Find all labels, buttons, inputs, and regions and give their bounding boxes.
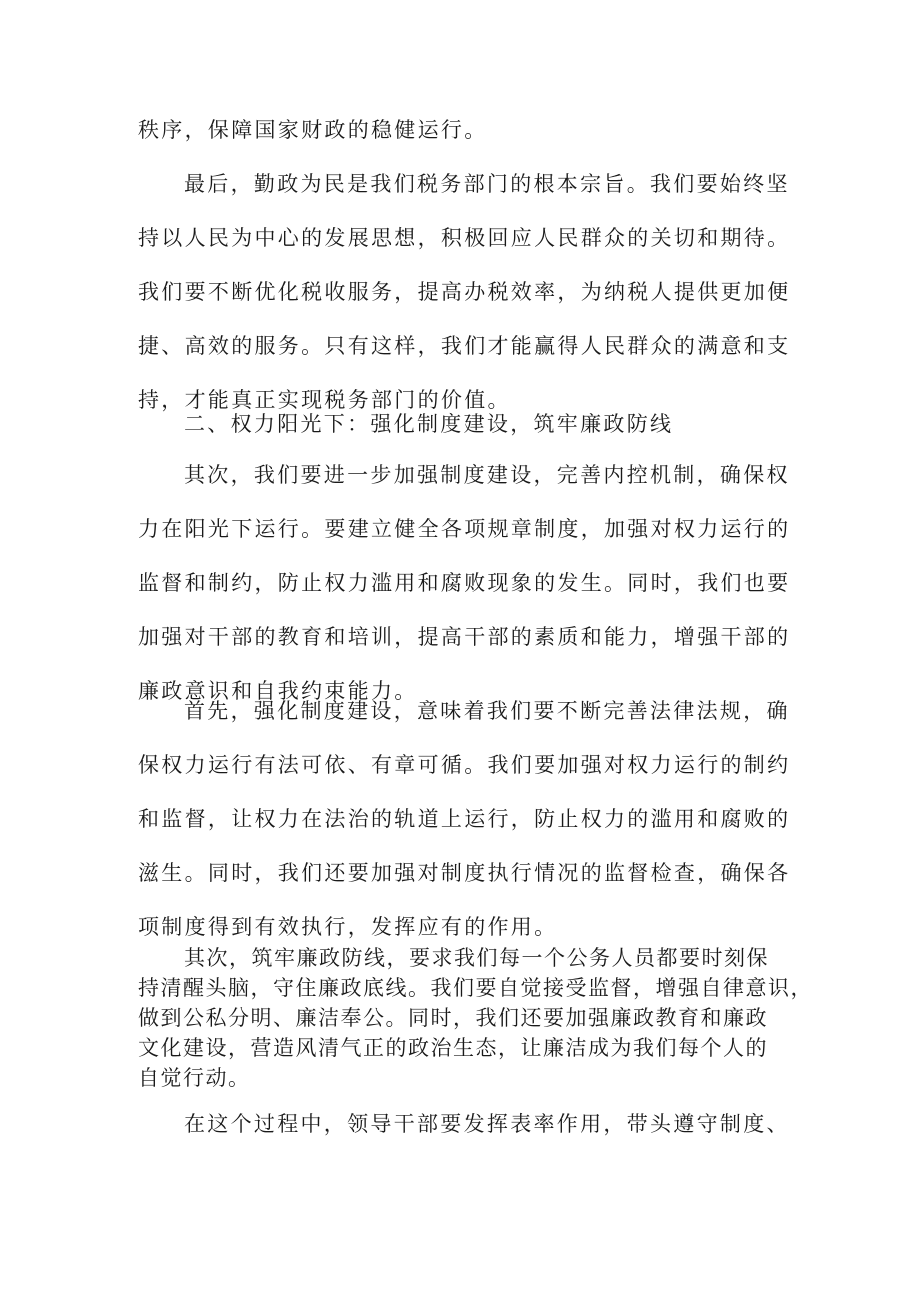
text-line: 其次，筑牢廉政防线，要求我们每一个公务人员都要时刻保 (184, 946, 769, 970)
paragraph-continuation (138, 103, 792, 157)
text-line: 秩序，保障国家财政的稳健运行。 (138, 118, 488, 142)
heading-line: 二、权力阳光下：强化制度建设，筑牢廉政防线 (184, 412, 674, 436)
text-line: 加强对干部的教育和培训，提高干部的素质和能力，增强干部的 (138, 625, 791, 649)
text-line: 我们要不断优化税收服务，提高办税效率，为纳税人提供更加便 (138, 280, 791, 304)
paragraph-first-strengthen (138, 684, 792, 954)
text-line: 和监督，让权力在法治的轨道上运行，防止权力的滥用和腐败的 (138, 807, 791, 831)
text-line: 最后，勤政为民是我们税务部门的根本宗旨。我们要始终坚 (184, 172, 790, 196)
text-line: 自觉行动。 (138, 1066, 251, 1090)
text-line: 首先，强化制度建设，意味着我们要不断完善法律法规，确 (184, 699, 790, 723)
paragraph-integrity-defense (138, 943, 813, 1093)
text-line: 做到公私分明、廉洁奉公。同时，我们还要加强廉政教育和廉政 (138, 1006, 768, 1030)
text-line: 廉政意识和自我约束能力。 (138, 679, 418, 703)
text-line: 项制度得到有效执行，发挥应有的作用。 (138, 915, 558, 939)
paragraph-diligence (138, 157, 792, 427)
section-heading (138, 397, 792, 451)
text-line: 持清醒头脑，守住廉政底线。我们要自觉接受监督，增强自律意识， (138, 976, 813, 1000)
text-line: 监督和制约，防止权力滥用和腐败现象的发生。同时，我们也要 (138, 571, 791, 595)
paragraph-system-building (138, 448, 792, 718)
text-line: 文化建设，营造风清气正的政治生态，让廉洁成为我们每个人的 (138, 1036, 768, 1060)
paragraph-leadership (138, 1097, 792, 1151)
text-line: 持以人民为中心的发展思想，积极回应人民群众的关切和期待。 (138, 226, 791, 250)
text-line: 保权力运行有法可依、有章可循。我们要加强对权力运行的制约 (138, 753, 791, 777)
text-line: 捷、高效的服务。只有这样，我们才能赢得人民群众的满意和支 (138, 334, 791, 358)
text-line: 其次，我们要进一步加强制度建设，完善内控机制，确保权 (184, 463, 790, 487)
text-line: 持，才能真正实现税务部门的价值。 (138, 388, 511, 412)
text-line: 在这个过程中，领导干部要发挥表率作用，带头遵守制度、 (184, 1112, 790, 1136)
text-line: 滋生。同时，我们还要加强对制度执行情况的监督检查，确保各 (138, 861, 791, 885)
text-line: 力在阳光下运行。要建立健全各项规章制度，加强对权力运行的 (138, 517, 791, 541)
